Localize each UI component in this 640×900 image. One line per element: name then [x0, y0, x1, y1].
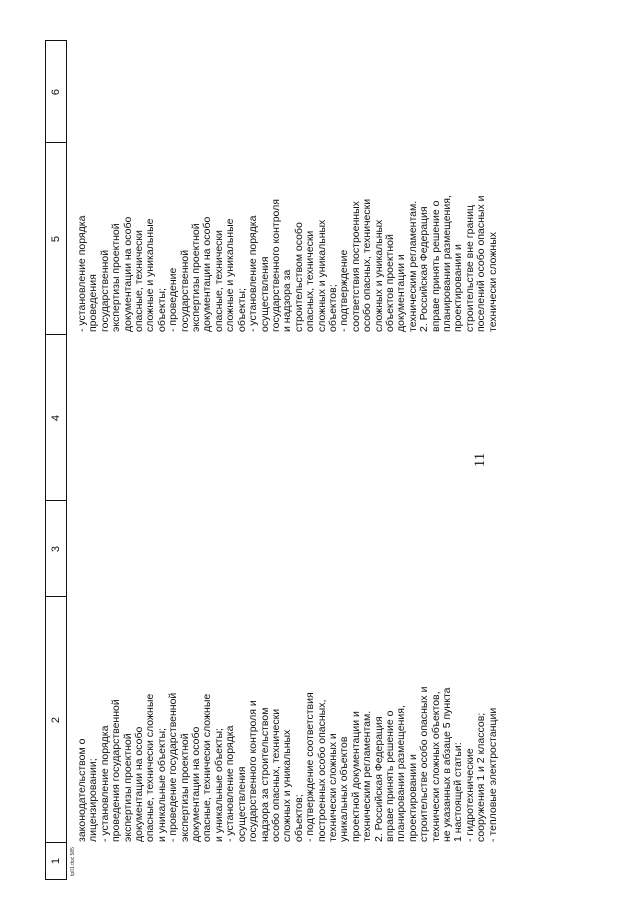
header-cell-6: 6 — [50, 88, 62, 96]
text-line: опасные, технически — [212, 230, 225, 332]
text-line: строительством особо — [292, 222, 305, 332]
text-line: объекты; — [235, 288, 248, 332]
text-line: документации и — [395, 254, 408, 332]
text-line: техническим регламентам. — [406, 200, 419, 332]
text-line: уникальных объектов — [338, 736, 351, 842]
text-line: и уникальные объекты; — [212, 728, 225, 842]
text-line: сооружения 1 и 2 классов; — [475, 712, 488, 842]
text-line: опасных, технически — [304, 230, 317, 332]
text-line: объектов проектной — [383, 234, 396, 332]
text-line: объекты; — [155, 288, 168, 332]
text-line: лицензировании; — [87, 758, 100, 842]
text-line: соответствия построенных — [349, 201, 362, 332]
text-line: - подтверждение — [338, 249, 351, 332]
text-line: проектной документации и — [349, 711, 362, 842]
text-line: государственного контроля и — [247, 700, 260, 842]
text-line: сложных и уникальных — [315, 219, 328, 332]
text-line: вправе принять решение о — [383, 710, 396, 842]
page-number: 11 — [472, 452, 488, 468]
text-line: проектировании и — [452, 244, 465, 332]
text-line: - проведение — [167, 267, 180, 332]
text-line: вправе принять решение о — [429, 200, 442, 332]
text-line: сложные и уникальные — [144, 218, 157, 332]
rotated-page — [40, 20, 600, 880]
text-line: - тепловые электростанции — [486, 707, 499, 842]
text-line: экспертизы проектной — [121, 733, 134, 842]
text-line: - установление порядка — [224, 725, 237, 842]
header-cell-2: 2 — [46, 596, 66, 843]
text-line: надзора за строительством — [258, 707, 271, 842]
header-cell-4: 4 — [46, 334, 66, 501]
text-line: осуществления — [258, 256, 271, 332]
text-line: - проведение государственной — [167, 692, 180, 842]
text-line: поселений особо опасных и — [475, 195, 488, 332]
text-line: - установление порядка — [76, 215, 88, 332]
text-line: - установление порядка — [98, 725, 111, 842]
text-line: и надзора за — [281, 269, 294, 332]
text-line: технически сложных объектов, — [429, 691, 442, 842]
text-line: особо опасных, технически — [269, 708, 282, 842]
header-cell-5: 5 — [46, 142, 66, 335]
text-line: экспертизы проектной — [110, 223, 123, 332]
text-line: проектировании и — [406, 754, 419, 842]
text-line: не указанных в абзаце 5 пункта — [441, 687, 453, 842]
text-line: 2. Российская Федерация — [372, 716, 385, 842]
header-cell-3: 3 — [46, 500, 66, 597]
text-line: сложные и уникальные — [224, 218, 237, 332]
text-line: проведения — [87, 274, 100, 332]
text-line: построенных особо опасных, — [315, 699, 328, 842]
text-line: опасные, технически — [133, 230, 146, 332]
text-line: документации на особо — [133, 726, 146, 842]
text-line: и уникальные объекты; — [155, 728, 168, 842]
text-line: планировании размещения, — [395, 705, 408, 842]
text-line: объектов; — [326, 284, 339, 332]
text-line: - гидротехнические — [463, 748, 476, 842]
table-header-row — [45, 40, 67, 880]
text-line: - подтверждение соответствия — [304, 692, 317, 842]
text-line: государственной — [178, 249, 191, 332]
text-line: законодательством о — [76, 738, 88, 842]
text-line: экспертизы проектной — [190, 223, 203, 332]
text-line: государственного контроля — [269, 199, 282, 332]
text-line: техническим регламентам. — [361, 710, 374, 842]
column-5-text — [77, 82, 499, 332]
text-line: документации на особо — [190, 726, 203, 842]
text-line: объектов; — [292, 794, 305, 842]
text-line: строительстве вне границ — [463, 205, 476, 332]
text-line: планировании размещения, — [441, 195, 453, 332]
text-line: технически сложных и — [326, 733, 339, 842]
text-line: проведения государственной — [110, 699, 123, 842]
footer-code: tp01.doc 585 — [70, 847, 76, 876]
text-line: осуществления — [235, 766, 248, 842]
text-line: сложных и уникальных — [372, 219, 385, 332]
text-line: 1 настоящей статьи: — [452, 742, 465, 842]
text-line: особо опасных, технически — [361, 198, 374, 332]
text-line: - установление порядка — [247, 215, 260, 332]
text-line: 2. Российская Федерация — [418, 206, 431, 332]
header-cell-1: 1 — [46, 842, 66, 879]
text-line: опасные, технически сложные — [201, 693, 214, 842]
text-line: государственной — [98, 249, 111, 332]
text-line: документации на особо — [201, 216, 214, 332]
text-line: технически сложных — [486, 232, 499, 332]
text-line: документации на особо — [121, 216, 134, 332]
text-line: сложных и уникальных — [281, 729, 294, 842]
text-line: экспертизы проектной — [178, 733, 191, 842]
text-line: строительстве особо опасных и — [418, 686, 431, 842]
text-line: опасные, технически сложные — [144, 693, 157, 842]
column-2-text — [77, 602, 499, 842]
